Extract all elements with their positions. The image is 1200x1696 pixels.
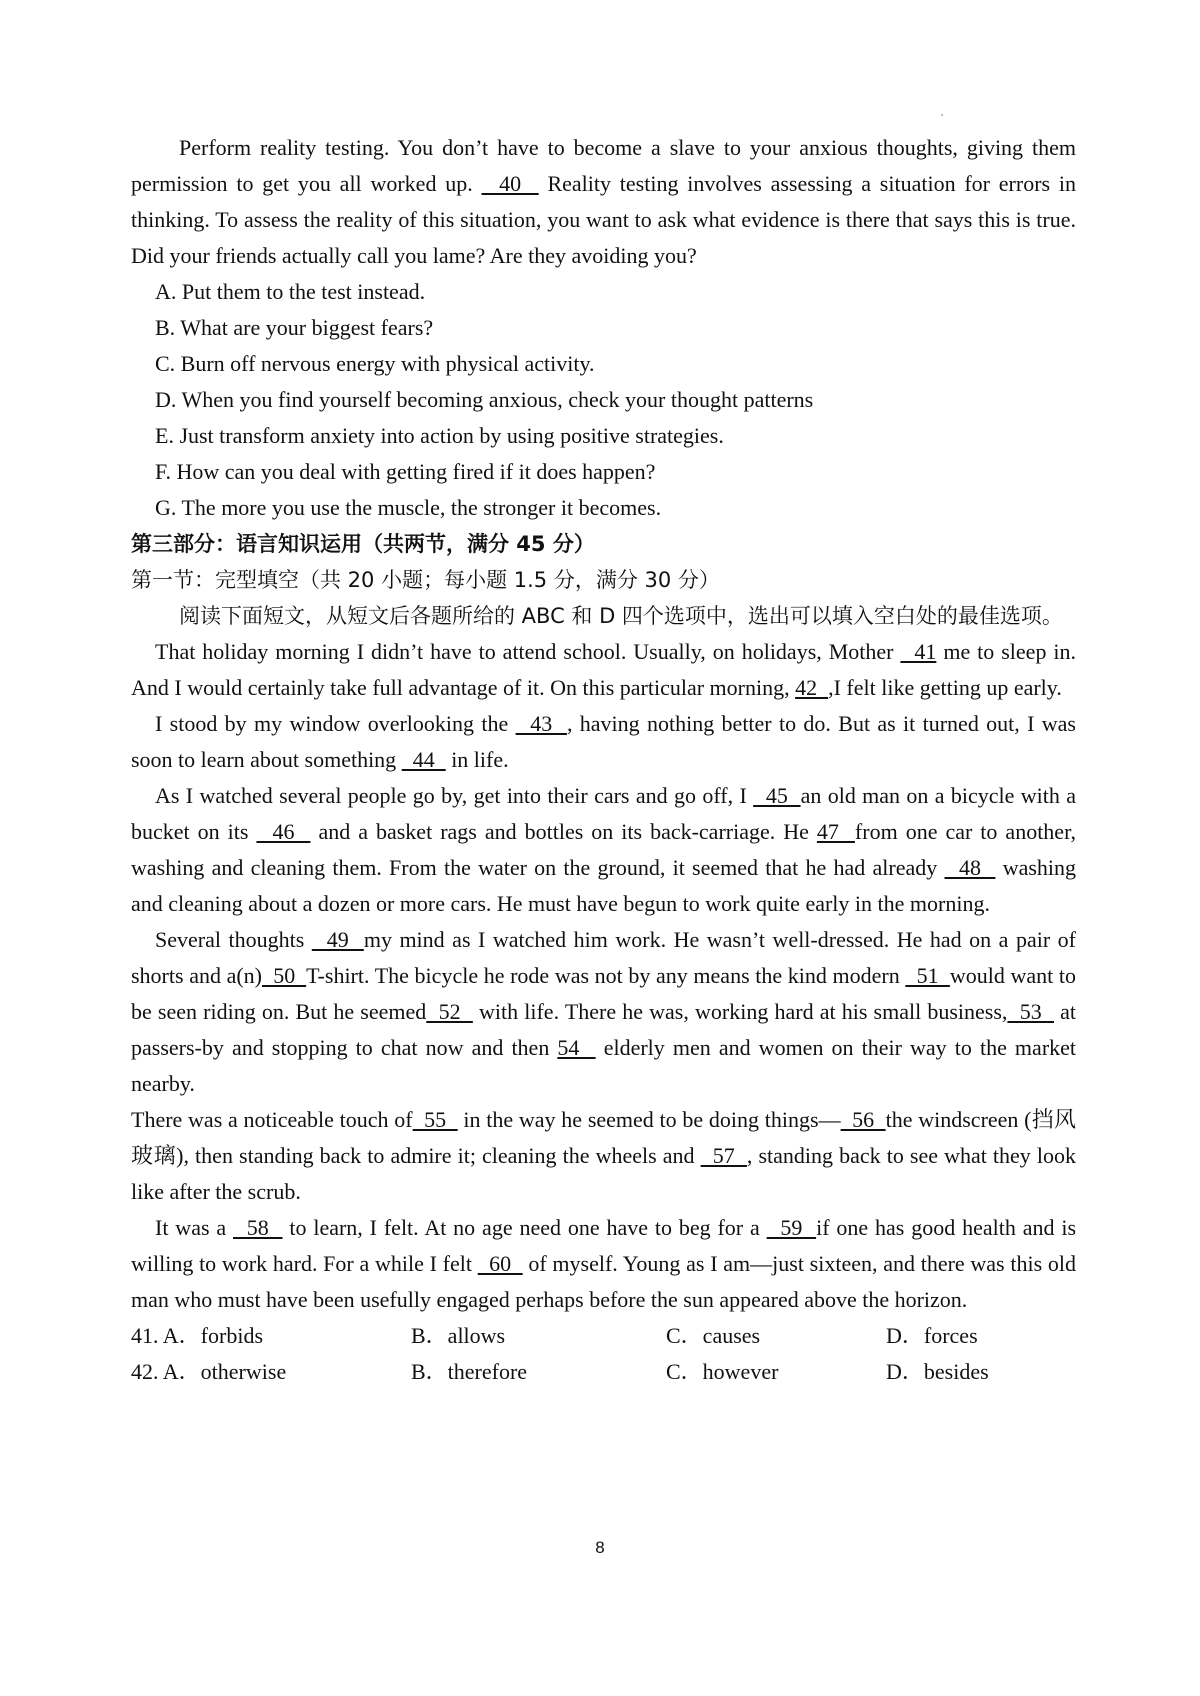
- blank-58[interactable]: 58: [233, 1215, 283, 1240]
- option-c: C. Burn off nervous energy with physical activity.: [155, 351, 595, 376]
- subsection-title: 第一节：完型填空（共 20 小题；每小题 1.5 分，满分 30 分）: [131, 568, 720, 592]
- option-f: F. How can you deal with getting fired if it does happen?: [155, 459, 656, 484]
- question-choice-a[interactable]: 42. A．otherwise: [131, 1359, 287, 1384]
- blank-45[interactable]: 45: [753, 783, 801, 808]
- cloze-paragraph-4: Several thoughts 49 my mind as I watched him work. He wasn’t well-dressed. He had on a pair of shorts and a(n) 50 T-shirt. The bicycle he rode was not by any means the kind modern 51 would want to be seen riding on. But he seemed 52 with life. There he was, working hard at his small business, 53 at passers-by and stopping to chat now and then 54 elderly men and women on their way to the market nearby.: [131, 927, 1077, 1096]
- blank-56[interactable]: 56: [840, 1107, 886, 1132]
- option-d: D. When you find yourself becoming anxious, check your thought patterns: [155, 387, 814, 412]
- question-choice-c[interactable]: C．causes: [666, 1323, 761, 1348]
- option-e: E. Just transform anxiety into action by using positive strategies.: [155, 423, 724, 448]
- section-title: 第三部分：语言知识运用（共两节，满分 45 分）: [131, 532, 595, 556]
- question-choice-c[interactable]: C．however: [666, 1359, 779, 1384]
- blank-53[interactable]: 53: [1007, 999, 1054, 1024]
- blank-41[interactable]: 41: [900, 639, 937, 664]
- cloze-paragraph-6: It was a 58 to learn, I felt. At no age need one have to beg for a 59 if one has good health and is willing to work hard. For a while I felt 60 of myself. Young as I am—just sixteen, and there was this old man who must have been usefully engaged perhaps before the sun appeared above the horizon.: [131, 1215, 1077, 1312]
- question-list: [131, 1318, 1076, 1390]
- question-choice-b[interactable]: B．allows: [411, 1323, 506, 1348]
- blank-44[interactable]: 44: [401, 747, 446, 772]
- blank-60[interactable]: 60: [477, 1251, 523, 1276]
- page-number: 8: [595, 1538, 605, 1557]
- instruction-text: 阅读下面短文，从短文后各题所给的 ABC 和 D 四个选项中，选出可以填入空白处的最佳选项。: [179, 604, 1063, 628]
- question-choice-d[interactable]: D．forces: [886, 1323, 978, 1348]
- passage-paragraph: Perform reality testing. You don’t have to become a slave to your anxious thoughts, giving them permission to get you all worked up. 40 Reality testing involves assessing a situation for errors in thinking. To assess the reality of this situation, you want to ask what evidence is there that says this is true. Did your friends actually call you lame? Are they avoiding you?: [131, 135, 1076, 268]
- blank-52[interactable]: 52: [426, 999, 473, 1024]
- question-choice-d[interactable]: D．besides: [886, 1359, 989, 1384]
- blank-48[interactable]: 48: [944, 855, 996, 880]
- blank-47[interactable]: 47: [816, 819, 855, 844]
- blank-50[interactable]: 50: [262, 963, 307, 988]
- page-body: [131, 130, 1076, 1390]
- option-g: G. The more you use the muscle, the stronger it becomes.: [155, 495, 662, 520]
- blank-59[interactable]: 59: [766, 1215, 817, 1240]
- blank-42[interactable]: 42: [795, 675, 829, 700]
- question-row: [131, 1318, 1076, 1354]
- blank-55[interactable]: 55: [412, 1107, 458, 1132]
- scan-speck: [941, 114, 943, 116]
- option-a: A. Put them to the test instead.: [155, 279, 426, 304]
- blank-57[interactable]: 57: [700, 1143, 747, 1168]
- blank-43[interactable]: 43: [515, 711, 567, 736]
- cloze-paragraph-2: I stood by my window overlooking the 43 , having nothing better to do. But as it turned out, I was soon to learn about something 44 in life.: [131, 711, 1076, 772]
- blank-49[interactable]: 49: [311, 927, 364, 952]
- cloze-paragraph-5: There was a noticeable touch of 55 in the way he seemed to be doing things— 56 the windscreen (挡风玻璃), then standing back to admire it; cleaning the wheels and 57 , standing back to see what they look like after the scrub.: [131, 1107, 1077, 1204]
- question-row: [131, 1354, 1076, 1390]
- option-b: B. What are your biggest fears?: [155, 315, 434, 340]
- cloze-paragraph-3: As I watched several people go by, get into their cars and go off, I 45 an old man on a bicycle with a bucket on its 46 and a basket rags and bottles on its back-carriage. He 47 from one car to another, washing and cleaning them. From the water on the ground, it seemed that he had already 48 washing and cleaning about a dozen or more cars. He must have begun to work quite early in the morning.: [131, 783, 1077, 916]
- blank-46[interactable]: 46: [256, 819, 311, 844]
- blank-54[interactable]: 54: [557, 1035, 596, 1060]
- question-choice-a[interactable]: 41. A．forbids: [131, 1323, 264, 1348]
- option-list: [131, 274, 1076, 526]
- question-choice-b[interactable]: B．therefore: [411, 1359, 528, 1384]
- blank-40[interactable]: 40: [481, 171, 539, 196]
- blank-51[interactable]: 51: [905, 963, 950, 988]
- cloze-paragraph-1: That holiday morning I didn’t have to attend school. Usually, on holidays, Mother 41 me to sleep in. And I would certainly take full advantage of it. On this particular morning, 42 ,I felt like getting up early.: [131, 639, 1077, 700]
